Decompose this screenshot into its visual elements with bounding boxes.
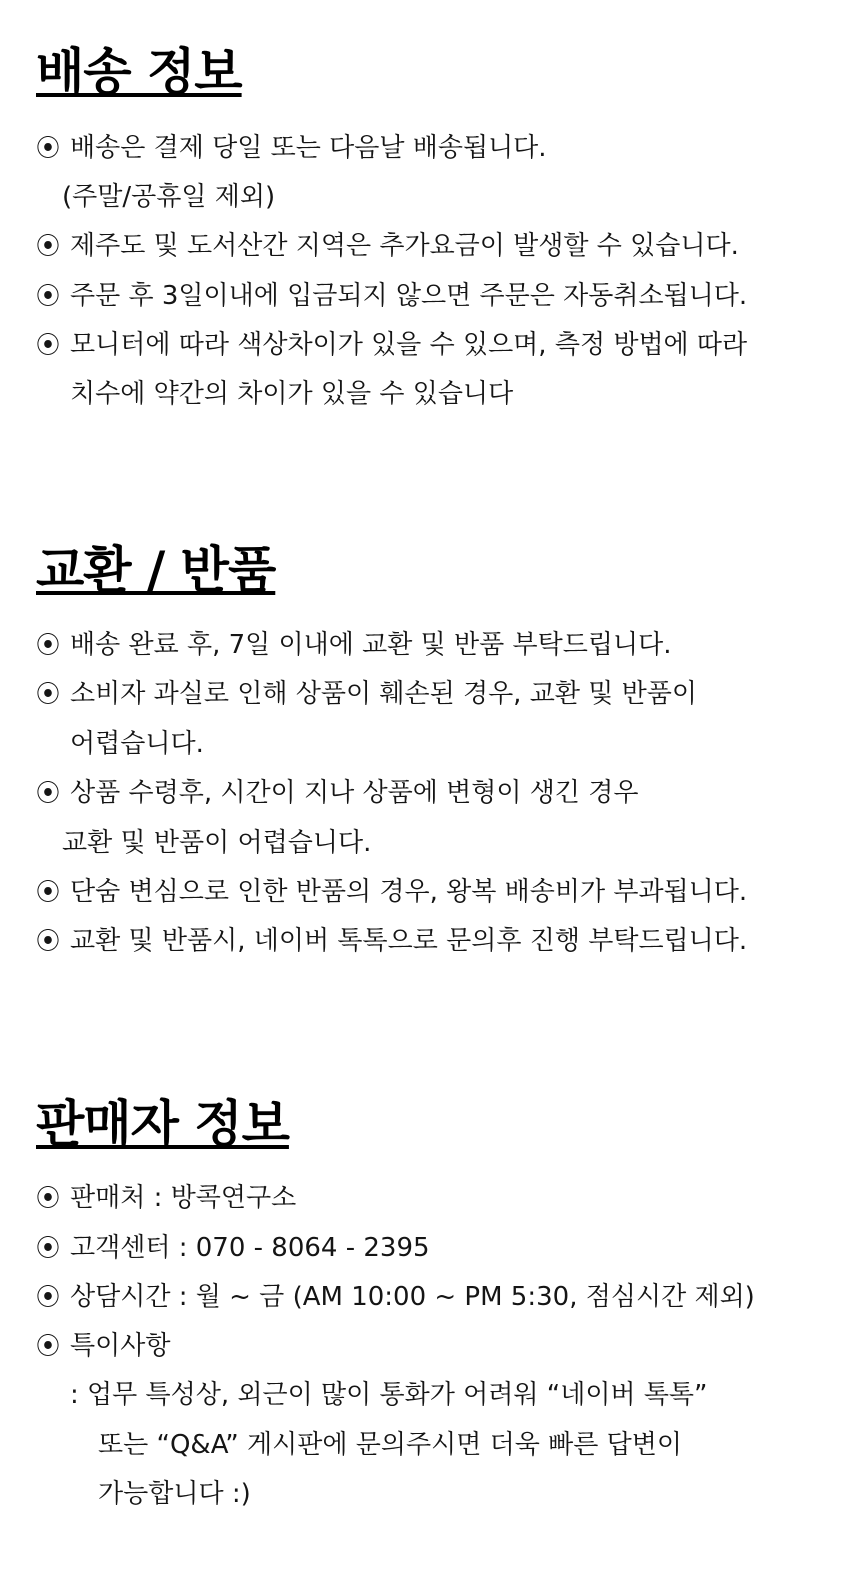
seller-line-7 — [36, 1476, 840, 1512]
bullet-icon: ⦿ — [36, 331, 60, 359]
seller-line-6-text: 또는 “Q&A” 게시판에 문의주시면 더욱 빠른 답변이 — [98, 1430, 682, 1460]
shipping-line-6 — [36, 376, 840, 412]
exchange-line-7 — [36, 923, 840, 959]
shipping-line-1 — [36, 130, 840, 166]
exchange-line-7-text: 교환 및 반품시, 네이버 톡톡으로 문의후 진행 부탁드립니다. — [70, 926, 748, 956]
shipping-line-4-text: 주문 후 3일이내에 입금되지 않으면 주문은 자동취소됩니다. — [70, 281, 748, 311]
bullet-icon: ⦿ — [36, 134, 60, 162]
bullet-icon: ⦿ — [36, 927, 60, 955]
seller-line-4 — [36, 1328, 840, 1364]
shipping-line-1-text: 배송은 결제 당일 또는 다음날 배송됩니다. — [70, 133, 547, 163]
exchange-line-6 — [36, 874, 840, 910]
bullet-icon: ⦿ — [36, 878, 60, 906]
seller-line-6 — [36, 1427, 840, 1463]
exchange-line-4-text: 상품 수령후, 시간이 지나 상품에 변형이 생긴 경우 — [70, 778, 639, 808]
shipping-line-2 — [36, 179, 840, 215]
bullet-icon: ⦿ — [36, 1283, 60, 1311]
shipping-info-heading: 배송 정보 — [36, 43, 242, 101]
seller-line-4-text: 특이사항 — [70, 1331, 171, 1361]
seller-line-7-text: 가능합니다 :) — [98, 1479, 251, 1509]
exchange-line-5 — [36, 825, 840, 861]
seller-line-2 — [36, 1230, 840, 1266]
shipping-line-3-text: 제주도 및 도서산간 지역은 추가요금이 발생할 수 있습니다. — [70, 231, 739, 261]
exchange-line-5-text: 교환 및 반품이 어렵습니다. — [62, 828, 372, 858]
bullet-icon: ⦿ — [36, 1184, 60, 1212]
seller-line-5 — [36, 1377, 840, 1413]
seller-line-2-text: 고객센터 : 070 - 8064 - 2395 — [70, 1233, 430, 1263]
exchange-line-6-text: 단숨 변심으로 인한 반품의 경우, 왕복 배송비가 부과됩니다. — [70, 877, 748, 907]
seller-line-1 — [36, 1180, 840, 1216]
bullet-icon: ⦿ — [36, 232, 60, 260]
bullet-icon: ⦿ — [36, 779, 60, 807]
exchange-line-2 — [36, 676, 840, 712]
bullet-icon: ⦿ — [36, 631, 60, 659]
seller-line-3-text: 상담시간 : 월 ~ 금 (AM 10:00 ~ PM 5:30, 점심시간 제외) — [70, 1282, 755, 1312]
shipping-line-5-text: 모니터에 따라 색상차이가 있을 수 있으며, 측정 방법에 따라 — [70, 330, 748, 360]
bullet-icon: ⦿ — [36, 1332, 60, 1360]
shipping-line-4 — [36, 278, 840, 314]
exchange-line-3-text: 어렵습니다. — [70, 729, 204, 759]
exchange-line-1-text: 배송 완료 후, 7일 이내에 교환 및 반품 부탁드립니다. — [70, 630, 672, 660]
seller-line-3 — [36, 1279, 840, 1315]
exchange-line-4 — [36, 775, 840, 811]
seller-line-5-text: : 업무 특성상, 외근이 많이 통화가 어려워 “네이버 톡톡” — [70, 1380, 708, 1410]
seller-info-heading: 판매자 정보 — [36, 1095, 289, 1153]
shipping-line-5 — [36, 327, 840, 363]
shipping-line-6-text: 치수에 약간의 차이가 있을 수 있습니다 — [70, 379, 514, 409]
exchange-line-2-text: 소비자 과실로 인해 상품이 훼손된 경우, 교환 및 반품이 — [70, 679, 697, 709]
exchange-line-3 — [36, 726, 840, 762]
bullet-icon: ⦿ — [36, 680, 60, 708]
bullet-icon: ⦿ — [36, 1234, 60, 1262]
bullet-icon: ⦿ — [36, 282, 60, 310]
shipping-line-2-text: (주말/공휴일 제외) — [62, 182, 276, 212]
exchange-line-1 — [36, 627, 840, 663]
shipping-line-3 — [36, 228, 840, 264]
exchange-return-heading: 교환 / 반품 — [36, 541, 276, 599]
seller-line-1-text: 판매처 : 방콕연구소 — [70, 1183, 297, 1213]
